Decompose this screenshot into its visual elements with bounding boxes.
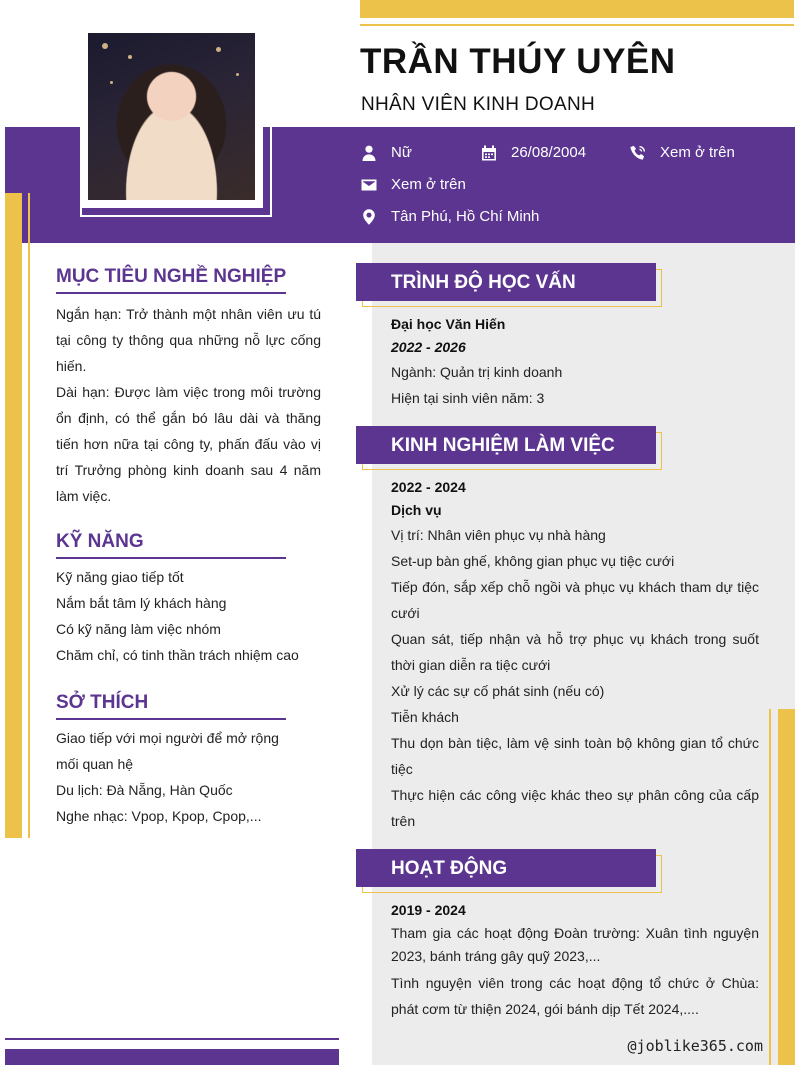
list-item: Tham gia các hoạt động Đoàn trường: Xuân tình nguyện 2023, bánh tráng gây quỹ 2023,...: [391, 925, 759, 964]
bottom-accent-line: [5, 1038, 339, 1040]
list-item: Quan sát, tiếp nhận và hỗ trợ phục vụ khách trong suốt thời gian diễn ra tiệc cưới: [391, 631, 759, 673]
hobbies-heading-underline: [56, 718, 286, 720]
left-accent-line: [28, 193, 30, 838]
education-heading: TRÌNH ĐỘ HỌC VẤN: [356, 263, 656, 301]
envelope-icon: [361, 177, 377, 193]
top-accent-line: [360, 24, 794, 26]
activities-heading: HOẠT ĐỘNG: [356, 849, 656, 887]
list-item: Giao tiếp với mọi người để mở rộng mối quan hệ: [56, 730, 279, 772]
map-pin-icon: [361, 209, 377, 225]
address-value: Tân Phú, Hồ Chí Minh: [391, 208, 540, 225]
list-item: Tiếp đón, sắp xếp chỗ ngồi và phục vụ khách tham dự tiệc cưới: [391, 579, 759, 621]
phone-icon: [630, 145, 646, 161]
education-block: [391, 313, 759, 411]
experience-heading: KINH NGHIỆM LÀM VIỆC: [356, 426, 656, 464]
skills-heading-underline: [56, 557, 286, 559]
objective-section: [56, 266, 321, 509]
email-value[interactable]: Xem ở trên: [391, 176, 466, 193]
calendar-icon: [481, 145, 497, 161]
skills-section: [56, 531, 321, 668]
list-item: Thu dọn bàn tiệc, làm vệ sinh toàn bộ không gian tổ chức tiệc: [391, 735, 759, 777]
left-accent-bar: [5, 193, 22, 838]
site-watermark[interactable]: @joblike365.com: [627, 1037, 763, 1055]
list-item: Nắm bắt tâm lý khách hàng: [56, 595, 227, 611]
list-item: Nghe nhạc: Vpop, Kpop, Cpop,...: [56, 808, 262, 824]
gender-value: Nữ: [391, 144, 412, 161]
contact-address: [361, 208, 539, 225]
activities-block: [391, 899, 759, 1022]
right-accent-bar: [778, 709, 795, 1065]
education-school: Đại học Văn Hiến: [391, 316, 506, 332]
bottom-accent-bar: [5, 1049, 339, 1065]
list-item: Tiễn khách: [391, 709, 459, 725]
education-status: Hiện tại sinh viên năm: 3: [391, 390, 545, 406]
list-item: Có kỹ năng làm việc nhóm: [56, 621, 221, 637]
objective-long-term: Dài hạn: Được làm việc trong môi trường ổn định, có thể gắn bó lâu dài và thăng tiến hơn nữa tại công ty, phấn đấu vào vị trí Trưởng phòng kinh doanh sau 4 năm làm việc.: [56, 384, 321, 504]
contact-gender: [361, 144, 412, 161]
hobbies-heading: SỞ THÍCH: [56, 692, 149, 713]
list-item: Tình nguyện viên trong các hoạt động tổ chức ở Chùa: phát cơm từ thiện 2024, gói bánh dịp Tết 2024,....: [391, 975, 759, 1017]
activities-header: [356, 849, 662, 895]
profile-photo: [88, 33, 255, 200]
hobbies-section: [56, 692, 321, 829]
list-item: Kỹ năng giao tiếp tốt: [56, 569, 184, 585]
phone-value[interactable]: Xem ở trên: [660, 144, 735, 161]
education-major: Ngành: Quản trị kinh doanh: [391, 364, 563, 380]
experience-field: Dịch vụ: [391, 502, 442, 518]
user-icon: [361, 145, 377, 161]
list-item: Thực hiện các công việc khác theo sự phân công của cấp trên: [391, 787, 759, 829]
objective-short-term: Ngắn hạn: Trở thành một nhân viên ưu tú tại công ty thông qua những nỗ lực cống hiến.: [56, 306, 321, 374]
contact-birthday: [481, 144, 586, 161]
list-item: Vị trí: Nhân viên phục vụ nhà hàng: [391, 527, 606, 543]
list-item: Set-up bàn ghế, không gian phục vụ tiệc cưới: [391, 553, 675, 569]
experience-block: [391, 476, 759, 834]
birthday-value: 26/08/2004: [511, 144, 587, 161]
contact-email: [361, 176, 466, 193]
activities-period: 2019 - 2024: [391, 902, 466, 918]
education-header: [356, 263, 662, 309]
objective-heading-underline: [56, 292, 286, 294]
right-accent-line: [769, 709, 771, 1065]
contact-phone: [630, 144, 735, 161]
objective-heading: MỤC TIÊU NGHỀ NGHIỆP: [56, 266, 287, 287]
top-accent-bar: [360, 0, 794, 18]
skills-heading: KỸ NĂNG: [56, 531, 144, 552]
list-item: Chăm chỉ, có tinh thần trách nhiệm cao: [56, 647, 299, 663]
list-item: Du lịch: Đà Nẵng, Hàn Quốc: [56, 782, 233, 798]
experience-header: [356, 426, 662, 472]
job-title: NHÂN VIÊN KINH DOANH: [361, 94, 596, 115]
experience-period: 2022 - 2024: [391, 479, 466, 495]
list-item: Xử lý các sự cố phát sinh (nếu có): [391, 683, 605, 699]
education-period: 2022 - 2026: [391, 339, 466, 355]
candidate-name: TRẦN THÚY UYÊN: [360, 42, 676, 81]
